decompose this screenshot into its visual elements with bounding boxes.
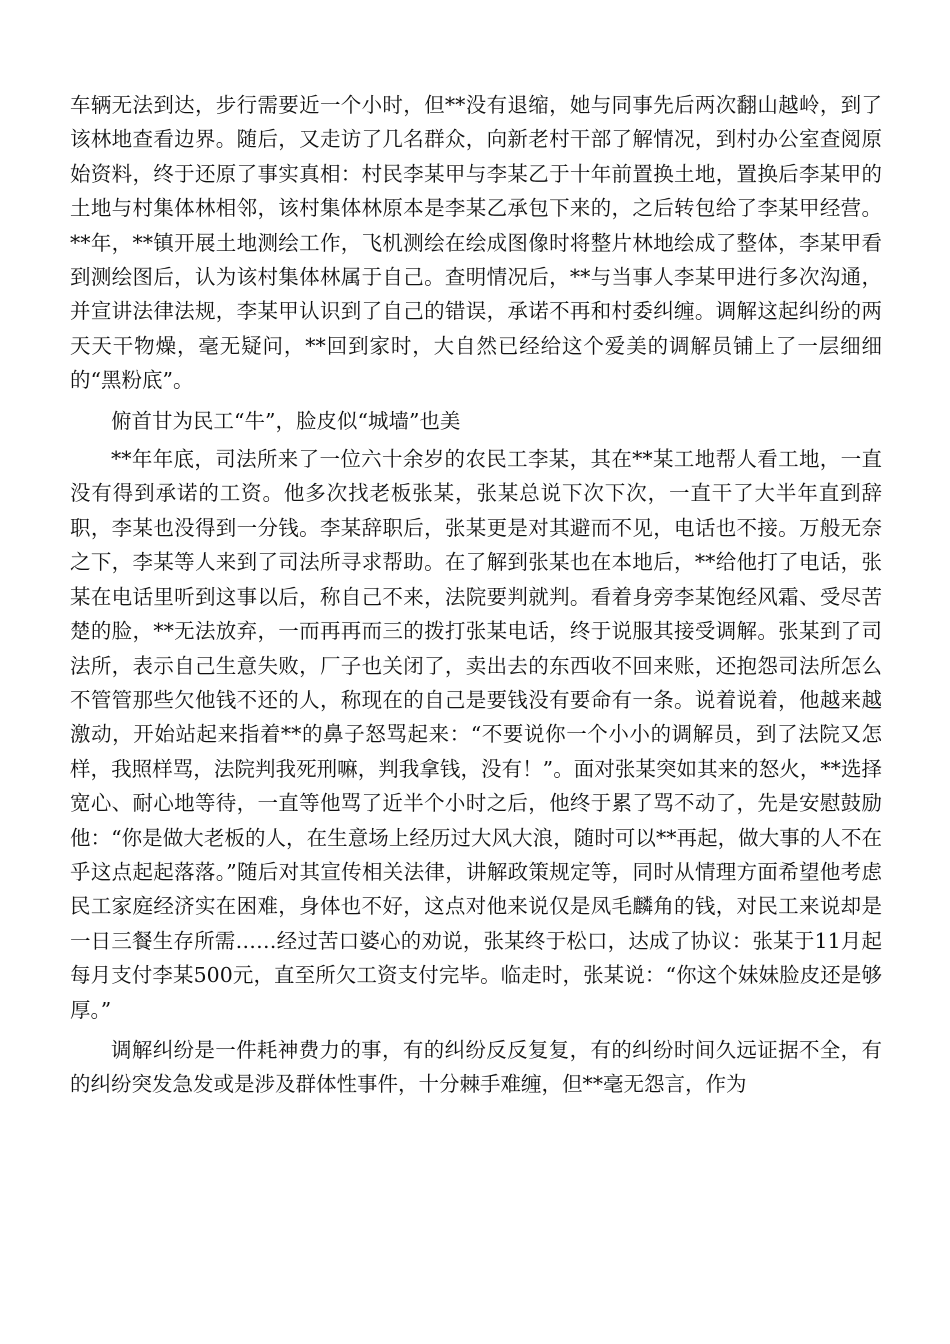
body-paragraph-3: 调解纠纷是一件耗神费力的事，有的纠纷反反复复，有的纠纷时间久远证据不全，有的纠纷突发急发或是涉及群体性事件，十分棘手难缠，但**毫无怨言，作为 — [70, 1037, 882, 1097]
body-paragraph-1: 车辆无法到达，步行需要近一个小时，但**没有退缩，她与同事先后两次翻山越岭，到了该林地查看边界。随后，又走访了几名群众，向新老村干部了解情况，到村办公室查阅原始资料，终于还原了事实真相：村民李某甲与李某乙于十年前置换土地，置换后李某甲的土地与村集体林相邻，该村集体林原本是李某乙承包下来的，之后转包给了李某甲经营。**年，**镇开展土地测绘工作，飞机测绘在绘成图像时将整片林地绘成了整体，李某甲看到测绘图后，认为该村集体林属于自己。查明情况后，**与当事人李某甲进行多次沟通，并宣讲法律法规，李某甲认识到了自己的错误，承诺不再和村委纠缠。调解这起纠纷的两天天干物燥，毫无疑问，**回到家时，大自然已经给这个爱美的调解员铺上了一层细细的“黑粉底”。 — [70, 93, 882, 393]
section-heading: 俯首甘为民工“牛”，脸皮似“城墙”也美 — [111, 408, 461, 433]
body-paragraph-2: **年年底，司法所来了一位六十余岁的农民工李某，其在**某工地帮人看工地，一直没有得到承诺的工资。他多次找老板张某，张某总说下次下次，一直干了大半年直到辞职，李某也没得到一分钱。李某辞职后，张某更是对其避而不见，电话也不接。万般无奈之下，李某等人来到了司法所寻求帮助。在了解到张某也在本地后，**给他打了电话，张某在电话里听到这事以后，称自己不来，法院要判就判。看着身旁李某饱经风霜、受尽苦楚的脸，**无法放弃，一而再再而三的拨打张某电话，终于说服其接受调解。张某到了司法所，表示自己生意失败，厂子也关闭了，卖出去的东西收不回来账，还抱怨司法所怎么不管管那些欠他钱不还的人，称现在的自己是要钱没有要命有一条。说着说着，他越来越激动，开始站起来指着**的鼻子怒骂起来：“不要说你一个小小的调解员，到了法院又怎样，我照样骂，法院判我死刑嘛，判我拿钱，没有！”。面对张某突如其来的怒火，**选择宽心、耐心地等待，一直等他骂了近半个小时之后，他终于累了骂不动了，先是安慰鼓励他：“你是做大老板的人，在生意场上经历过大风大浪，随时可以**再起，做大事的人不在乎这点起起落落。”随后对其宣传相关法律，讲解政策规定等，同时从情理方面希望他考虑民工家庭经济实在困难，身体也不好，这点对他来说仅是凤毛麟角的钱，对民工来说却是一日三餐生存所需……经过苦口婆心的劝说，张某终于松口，达成了协议：张某于11月起每月支付李某500元，直至所欠工资支付完毕。临走时，张某说：“你这个妹妹脸皮还是够厚。” — [70, 447, 882, 1022]
